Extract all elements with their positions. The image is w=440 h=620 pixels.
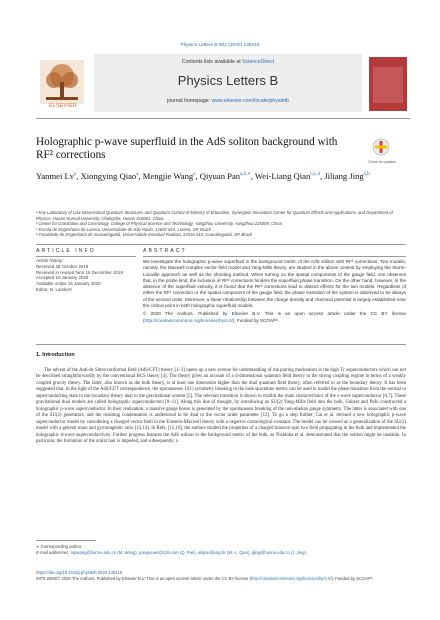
divider	[36, 244, 406, 245]
author-name[interactable]: Jiliang Jing	[324, 170, 364, 181]
author-name[interactable]: Mengjie Wang	[142, 170, 194, 181]
affiliation-item: ᶜ Escola de Engenharia de Lorena, Universidade de São Paulo, 12602-810, Lorena, SP, Brazil	[36, 226, 211, 232]
author-name[interactable]: Yanmei Lv	[36, 170, 75, 181]
crossmark-icon[interactable]	[372, 138, 390, 160]
abstract-license	[143, 311, 406, 324]
footnote-rule	[36, 540, 96, 541]
author-name[interactable]: Wei-Liang Qian	[254, 170, 311, 181]
intro-paragraph: The advent of the Anti-de Sitter/conformal field (AdS/CFT) theory [1–3] opens up a new avenue for understanding of the pairing mechanism in the high Tc superconductors which can not be described straightforwardly by the conventional BCS theory [4]. The theory gives an account of a d-dimensional quantum field theory in the strong coupling regime in terms of a weakly coupled gravity theory. The latter, also known as the bulk theory, is at least one dimension higher than the dual quantum field theory, often referred to as the boundary theory. It has been suggested that, in the light of the AdS/CFT correspondence, the spontaneous U(1) symmetry breaking in the bulk spacetime metric can be used to model the phase transition from the normal to superconducting state in the boundary theory dual to the gravitational system [5]. The relevant transition is shown to exhibit the main characteristics of the s-wave superconductor [6,7]. These gravitational dual models are called holographic superconductors [8–11]. Along this line of thought, by introducing an SU(2) Yang-Mills field into the bulk, Gubser and Pufu constructed a holographic p-wave superconductor. In their realization, a massive gauge boson is generated by the spontaneous breaking of the non-abelian gauge symmetry. The latter is associated with one of the SU(2) generators, and the resulting condensation is understood to be dual to the vector order parameter [12]. To go a step further, Cai et al. devised a new holographic p-wave superconductor model by considering a charged vector field in the Einstein-Maxwell theory with a negative cosmological constant. The model can be viewed as a generalization of the SU(2) model with a general mass and gyromagnetic ratio [13,14]. In Refs. [15,16], the authors studied the properties of a charged massive spin two field propagating in the bulk and implemented the holographic d-wave superconductivity. Further progress features the AdS soliton in the background metric of the bulk, as Nishioka et al. demonstrated that the soliton might be unstable. In particular, the formation of the scalar hair is impeded, and subsequently, a	[36, 368, 406, 445]
journal-homepage-link[interactable]: www.elsevier.com/locate/physletb	[211, 98, 289, 104]
homepage-line	[94, 98, 362, 104]
author-affiliation-mark: a	[74, 172, 77, 177]
author-affiliation-mark: a	[136, 172, 139, 177]
online-date: Available online 15 January 2020	[36, 281, 101, 287]
section-heading: 1. Introduction	[36, 352, 75, 358]
affiliation-item: ᵃ Key Laboratory of Low Dimensional Quantum Structures and Quantum Control of Ministry of Education, Synergetic Innovation Center for Quantum Effects and Applications, and Department of Physics, Hunan Normal University, Changsha, Hunan 410081, China	[36, 210, 393, 221]
affiliations	[36, 210, 406, 238]
masthead	[36, 54, 410, 119]
sciencedirect-link[interactable]: ScienceDirect	[242, 59, 275, 65]
abstract-heading: ABSTRACT	[143, 248, 187, 254]
divider	[36, 256, 136, 257]
contents-line	[94, 59, 362, 65]
author-affiliation-mark: a	[193, 172, 196, 177]
email-prefix: E-mail addresses:	[36, 549, 71, 555]
homepage-prefix: journal homepage:	[167, 98, 212, 104]
journal-title: Physics Letters B	[177, 73, 279, 88]
received-date: Received 28 October 2019	[36, 263, 89, 269]
issn-prefix: 0370-2693/© 2020 The Authors. Published by Elsevier B.V. This is an open access article under the CC BY license (	[36, 575, 251, 581]
footnotes	[36, 540, 406, 556]
author-affiliation-mark: a,b	[363, 172, 370, 177]
issn-license-link[interactable]: http://creativecommons.org/licenses/by/4.0/	[251, 575, 332, 581]
affiliation-item: ᵈ Faculdade de Engenharia de Guaratinguetá, Universidade Estadual Paulista, 12516-410, Guaratinguetá, SP, Brazil	[36, 232, 252, 238]
author-list: Yanmei Lv$^a$, Xiongying Qiao$^a$, Mengjie Wang$^a$, Qiyuan Pan$^{a,b,∗}$, Wei-Liang Qian$^{b,c,d}$, Jiliang Jing$^{a,b}$	[36, 170, 370, 181]
editor: Editor: N. Lambert	[36, 286, 72, 292]
contents-prefix: Contents lists available at	[181, 59, 243, 65]
author-affiliation-mark: b,c,d	[310, 172, 320, 177]
article-title-line1: Holographic p-wave superfluid in the AdS soliton background with	[36, 136, 338, 148]
bottom-info	[36, 570, 406, 582]
license-prefix: © 2020 The Authors. Published by Elsevier B.V. This is an open access article under the CC BY license (	[143, 311, 406, 323]
email-addresses	[36, 550, 406, 556]
affiliation-item: ᵇ Center for Gravitation and Cosmology, College of Physical Science and Technology, Yangzhou University, Yangzhou 225009, China	[36, 221, 282, 227]
abstract	[143, 259, 406, 324]
divider	[36, 344, 406, 345]
license-link[interactable]: http://creativecommons.org/licenses/by/4.0/	[144, 317, 233, 323]
masthead-center	[94, 54, 362, 112]
corresponding-author: ∗ Corresponding author.	[36, 544, 83, 549]
issn-line	[36, 576, 406, 582]
journal-reference: Physics Letters B 802 (2020) 135216	[180, 43, 260, 48]
issn-suffix: ). Funded by SCOAP³.	[331, 575, 374, 581]
history-label: Article history:	[36, 258, 64, 263]
journal-cover-image	[369, 57, 407, 111]
author-affiliation-mark: a,b,∗	[240, 172, 251, 177]
author-name[interactable]: Qiyuan Pan	[199, 170, 241, 181]
article-title	[36, 136, 366, 162]
divider	[143, 256, 406, 257]
article-info	[36, 258, 136, 293]
license-suffix: ). Funded by SCOAP³.	[232, 317, 279, 323]
journal-cover-inner	[373, 67, 403, 103]
author-name[interactable]: Xiongying Qiao	[80, 170, 137, 181]
doi-link[interactable]: https://doi.org/10.1016/j.physletb.2020.135216	[36, 570, 123, 575]
elsevier-wordmark: ELSEVIER	[49, 103, 77, 109]
abstract-text: We investigate the holographic p-wave superfluid in the background metric of the AdS soliton with RF² corrections. Two models, namely, the Maxwell complex vector field model and Yang-Mills theory, are studied in the above context by employing the Sturm-Liouville approach as well as the shooting method. When turning on the spatial components of the gauge field, one observes that, in the probe limit, the inclusion of RF² corrections hinders the superfluid phase transition. On the other hand, however, in the absence of the superfluid velocity, it is found that the RF² corrections lead to distinct effects for the two models. Regardless of either the RF² correction or the spatial component of the gauge field, the phase transition of the system is observed to be always of the second order. Moreover, a linear relationship between the charge density and chemical potential is largely established near the critical point in both holographic superfluid models.	[143, 259, 406, 309]
crossmark-label: Check for updates	[368, 160, 396, 164]
article-info-heading: ARTICLE INFO	[36, 248, 96, 254]
email-links[interactable]: mpwang@hunnu.edu.cn (M. Wang), panqiyuan@126.com (Q. Pan), wlqian@usp.br (W.-L. Qian), jljing@hunnu.edu.cn (J. Jing).	[70, 549, 308, 555]
article-title-line2: RF² corrections	[36, 149, 106, 161]
revised-date: Received in revised form 16 December 2019	[36, 269, 123, 275]
accepted-date: Accepted 10 January 2020	[36, 275, 89, 281]
